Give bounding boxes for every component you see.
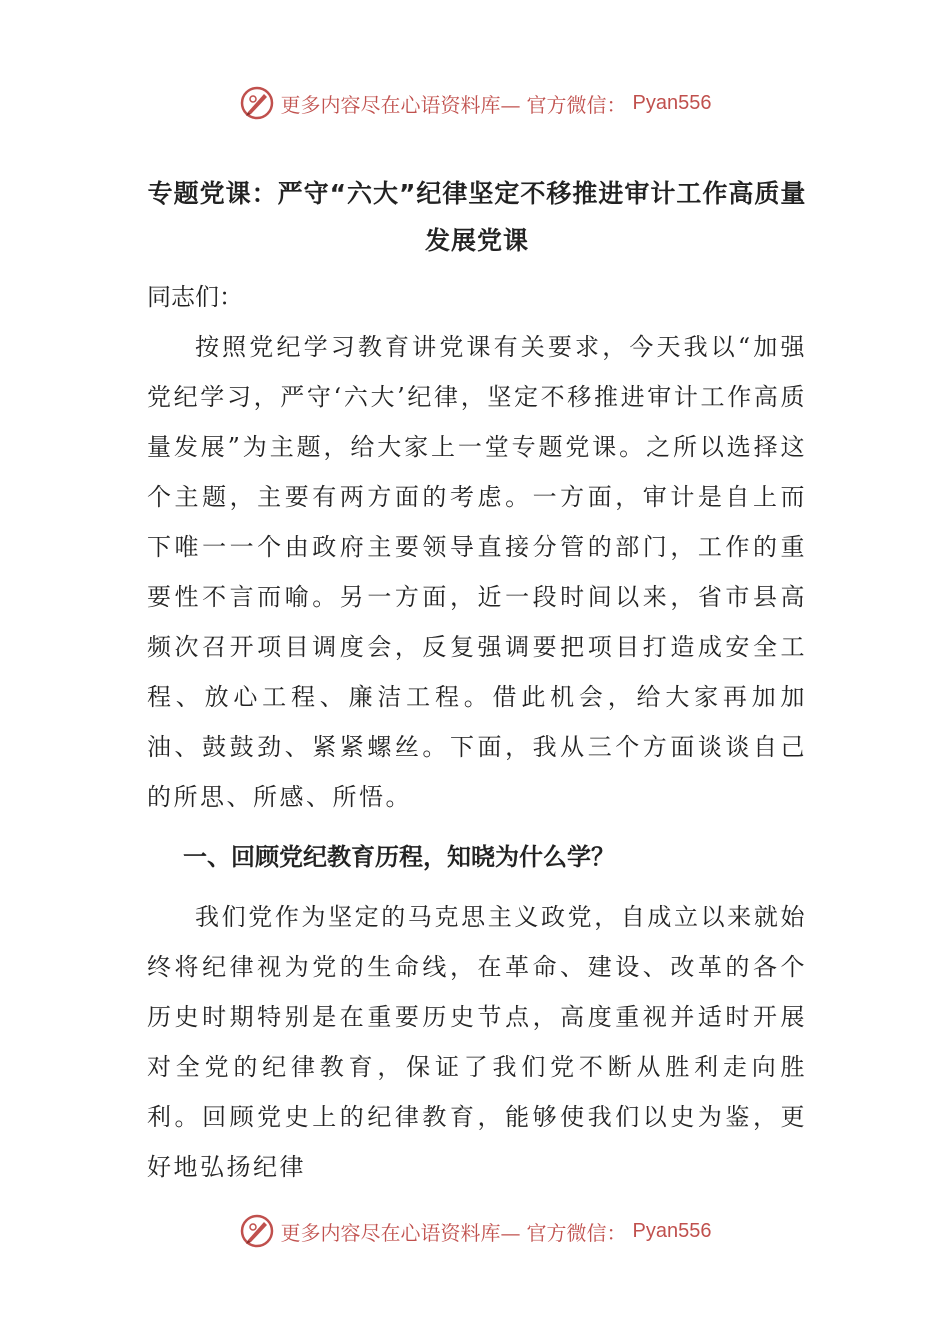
paragraph-section-1: 我们党作为坚定的马克思主义政党，自成立以来就始终将纪律视为党的生命线，在革命、建设、改革的各个历史时期特别是在重要历史节点，高度重视并适时开展对全党的纪律教育，保证了我们党不断从胜利走向胜利。回顾党史上的纪律教育，能够使我们以史为鉴，更好地弘扬纪律: [147, 903, 807, 1181]
header-watermark: [0, 83, 950, 123]
watermark-site-text: 更多内容尽在心语资料库—: [280, 92, 521, 117]
watermark-wechat-label: 官方微信：: [526, 1220, 627, 1245]
watermark-wechat-label: 官方微信：: [526, 92, 627, 117]
footer-watermark: [0, 1211, 950, 1251]
watermark-wechat-id: Pyan556: [632, 1219, 712, 1242]
section-1-heading: 一、回顾党纪教育历程，知晓为什么学？: [183, 843, 615, 871]
document-title: 专题党课：严守“六大”纪律坚定不移推进审计工作高质量发展党课: [147, 179, 807, 255]
pen-logo-icon: [239, 85, 275, 121]
watermark-wechat-id: Pyan556: [632, 91, 712, 114]
paragraph-intro: 按照党纪学习教育讲党课有关要求，今天我以“加强党纪学习，严守‘六大’纪律，坚定不移推进审计工作高质量发展”为主题，给大家上一堂专题党课。之所以选择这个主题，主要有两方面的考虑。一方面，审计是自上而下唯一一个由政府主要领导直接分管的部门，工作的重要性不言而喻。另一方面，近一段时间以来，省市县高频次召开项目调度会，反复强调要把项目打造成安全工程、放心工程、廉洁工程。借此机会，给大家再加加油、鼓鼓劲、紧紧螺丝。下面，我从三个方面谈谈自己的所思、所感、所悟。: [147, 333, 807, 811]
document-body: [147, 170, 807, 1192]
watermark-site-text: 更多内容尽在心语资料库—: [280, 1220, 521, 1245]
pen-logo-icon: [239, 1213, 275, 1249]
greeting: 同志们：: [147, 283, 243, 311]
